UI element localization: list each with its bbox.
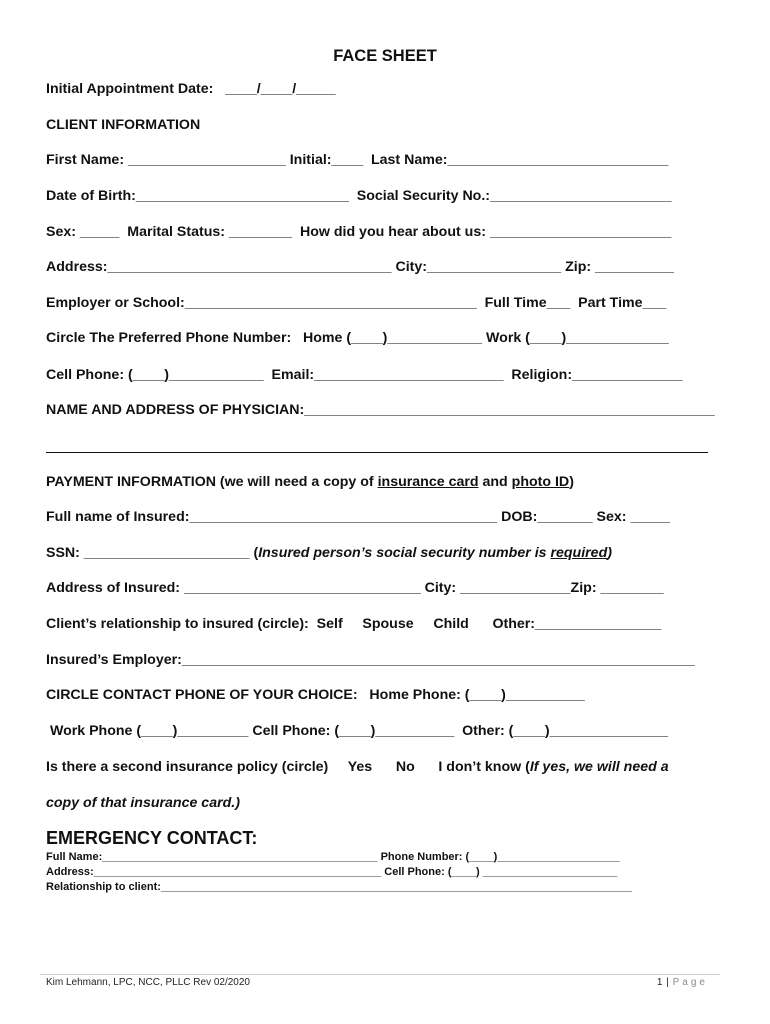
employer-line[interactable]: Employer or School:_____________________________________ Full Time___ Part Time___	[46, 295, 667, 311]
sex-marital-line[interactable]: Sex: _____ Marital Status: ________ How did you hear about us: _______________________	[46, 224, 672, 240]
page-word: Page	[672, 977, 708, 988]
second-insurance-question[interactable]: Is there a second insurance policy (circle) Yes No I don’t know (	[46, 759, 530, 775]
ssn-required: required	[550, 545, 608, 561]
insured-name-line[interactable]: Full name of Insured:_______________________________________ DOB:_______ Sex: _____	[46, 509, 670, 525]
page-title: FACE SHEET	[333, 47, 437, 65]
relationship-line[interactable]: Client’s relationship to insured (circle): Self Spouse Child Other:________________	[46, 616, 662, 632]
ssn-line[interactable]	[46, 544, 612, 562]
emergency-name-phone-line[interactable]: Full Name:_____________________________________________ Phone Number: (____)____________________	[46, 851, 620, 863]
physician-extra-rule[interactable]	[46, 452, 708, 453]
insured-address-line[interactable]: Address of Insured: ______________________________ City: ______________Zip: ________	[46, 580, 664, 596]
photo-id-text: photo ID	[511, 474, 570, 490]
client-info-heading: CLIENT INFORMATION	[46, 117, 201, 133]
payment-text-e: )	[569, 474, 574, 490]
page-number	[657, 977, 708, 988]
physician-line[interactable]: NAME AND ADDRESS OF PHYSICIAN:____________________________________________________	[46, 402, 715, 418]
insured-employer-line[interactable]: Insured’s Employer:_________________________________________________________________	[46, 652, 695, 668]
dob-ssn-line[interactable]: Date of Birth:___________________________ Social Security No.:_______________________	[46, 188, 672, 204]
emergency-contact-heading: EMERGENCY CONTACT:	[46, 828, 258, 848]
insurance-card-text: insurance card	[377, 474, 479, 490]
ssn-note-end: )	[607, 545, 612, 561]
payment-info-heading	[46, 473, 574, 491]
cell-email-religion-line[interactable]: Cell Phone: (____)____________ Email:________________________ Religion:______________	[46, 367, 683, 383]
ssn-field[interactable]: SSN: _____________________ (	[46, 545, 259, 561]
payment-text-a: PAYMENT INFORMATION (we will need a copy of	[46, 474, 378, 490]
payment-text-c: and	[478, 474, 512, 490]
emergency-relationship-line[interactable]: Relationship to client:_____________________________________________________________________________	[46, 881, 632, 893]
second-insurance-note-cont: copy of that insurance card.)	[46, 795, 240, 811]
ssn-note: Insured person’s social security number is	[258, 545, 551, 561]
appointment-date-line[interactable]: Initial Appointment Date: ____/____/_____	[46, 81, 336, 97]
second-insurance-line[interactable]	[46, 758, 669, 776]
page-number-value: 1 |	[656, 977, 673, 988]
address-line[interactable]: Address:____________________________________ City:_________________ Zip: __________	[46, 259, 674, 275]
work-cell-other-line[interactable]: Work Phone (____)_________ Cell Phone: (____)__________ Other: (____)_______________	[46, 723, 669, 739]
emergency-address-cell-line[interactable]: Address:_______________________________________________ Cell Phone: (____) ______________________	[46, 866, 618, 878]
contact-choice-line[interactable]: CIRCLE CONTACT PHONE OF YOUR CHOICE: Home Phone: (____)__________	[46, 687, 585, 703]
second-insurance-note: If yes, we will need a	[529, 759, 669, 775]
footer-divider	[40, 974, 720, 975]
preferred-phone-line[interactable]: Circle The Preferred Phone Number: Home (____)____________ Work (____)_____________	[46, 330, 669, 346]
name-fields-line[interactable]: First Name: ____________________ Initial:____ Last Name:____________________________	[46, 152, 669, 168]
footer-credit: Kim Lehmann, LPC, NCC, PLLC Rev 02/2020	[46, 977, 250, 988]
